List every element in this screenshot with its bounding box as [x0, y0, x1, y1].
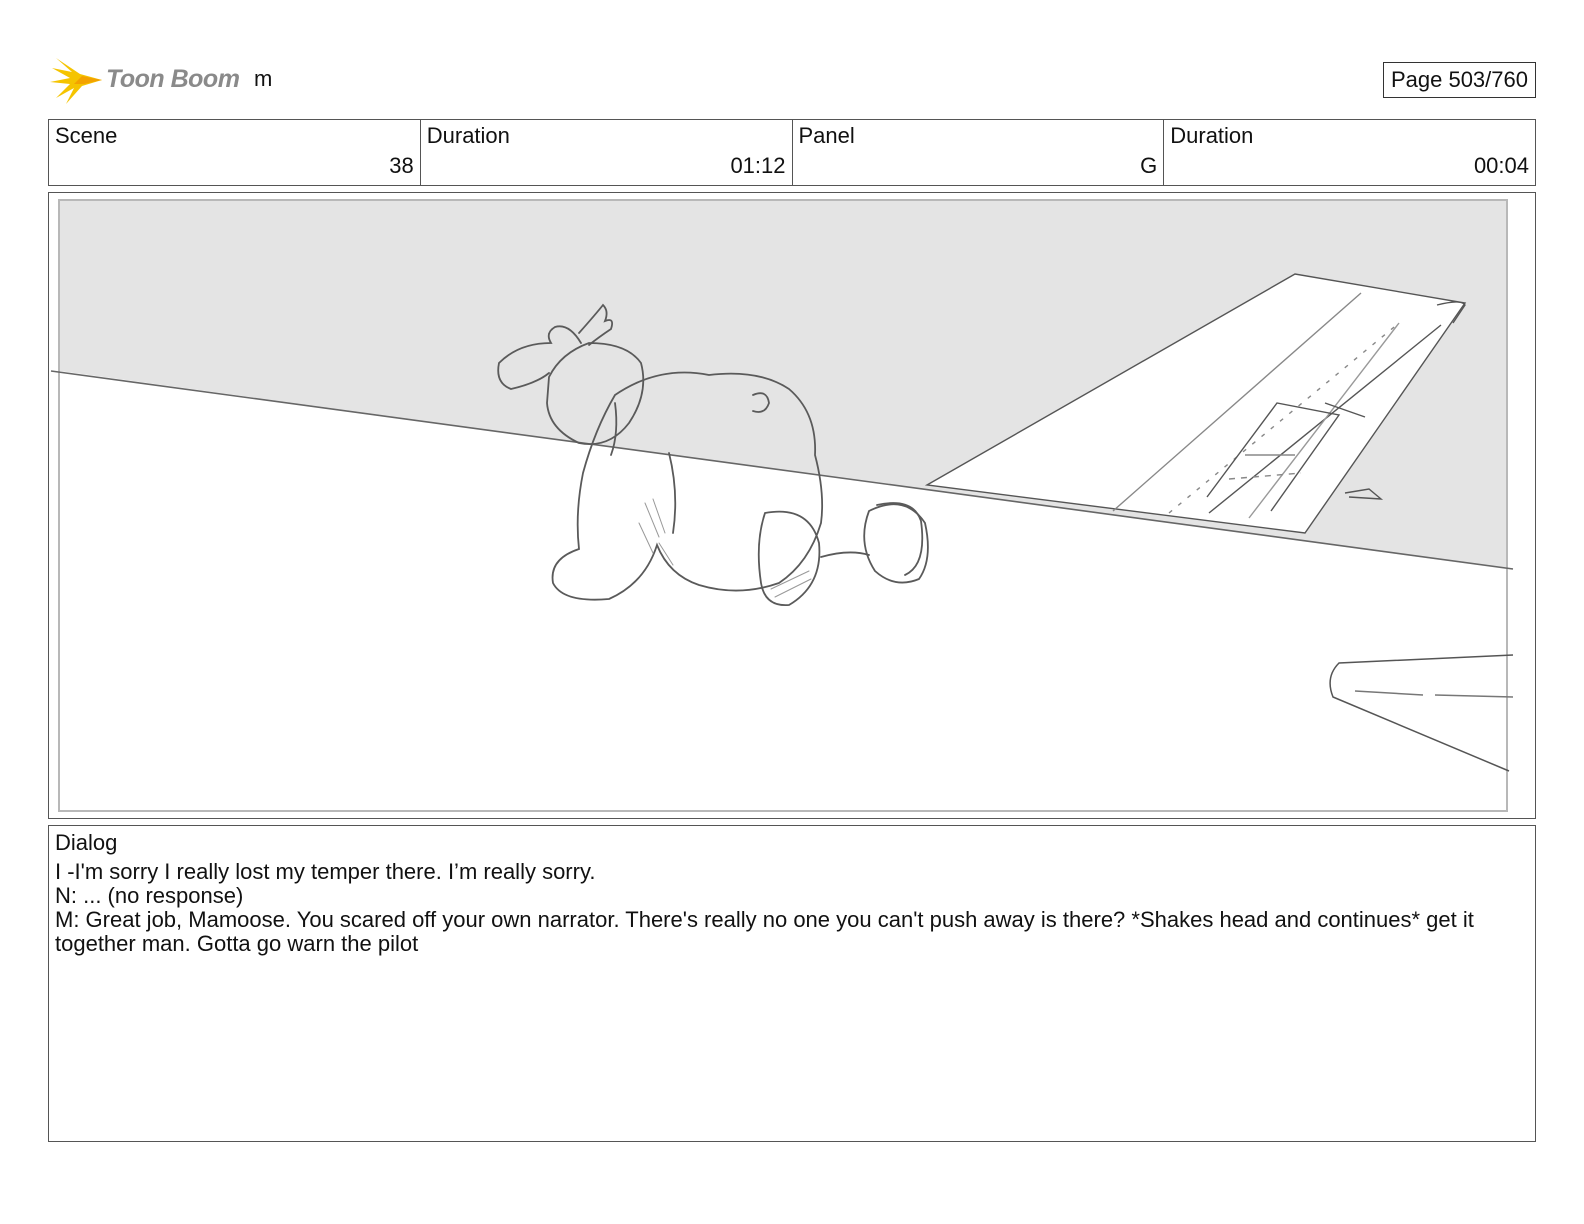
logo-text: Toon Boom: [106, 65, 240, 93]
panel-value: G: [1140, 153, 1158, 178]
storyboard-sketch: [49, 193, 1535, 818]
scene-duration-cell: [421, 120, 793, 185]
panel-duration-value: 00:04: [1473, 153, 1529, 178]
storyboard-panel: [48, 192, 1536, 819]
scene-label: Scene: [55, 123, 118, 148]
scene-value: 38: [389, 153, 414, 178]
panel-cell: [793, 120, 1165, 185]
dialog-label: Dialog: [55, 830, 118, 855]
scene-duration-value: 01:12: [730, 153, 786, 178]
toon-boom-star-icon: [50, 54, 106, 106]
scene-duration-label: Duration: [426, 123, 510, 148]
dialog-line: I -I'm sorry I really lost my temper there. I’m really sorry.: [55, 859, 596, 884]
toon-boom-logo: [50, 52, 250, 108]
dialog-line: N: ... (no response): [55, 883, 244, 908]
scene-info-table: [48, 119, 1536, 186]
dialog-line: M: Great job, Mamoose. You scared off your own narrator. There's really no one you can't push away is there? *Shakes head and continues* get it together man. Gotta go warn the pilot: [55, 907, 1474, 956]
dialog-lines: [55, 860, 1475, 956]
panel-label: Panel: [798, 123, 855, 148]
panel-duration-cell: [1164, 120, 1535, 185]
dialog-box: [48, 825, 1536, 1142]
project-name: m: [254, 66, 273, 91]
panel-duration-label: Duration: [1170, 123, 1254, 148]
page-number: Page 503/760: [1383, 62, 1536, 98]
scene-cell: [49, 120, 421, 185]
page-header: [48, 52, 1536, 108]
